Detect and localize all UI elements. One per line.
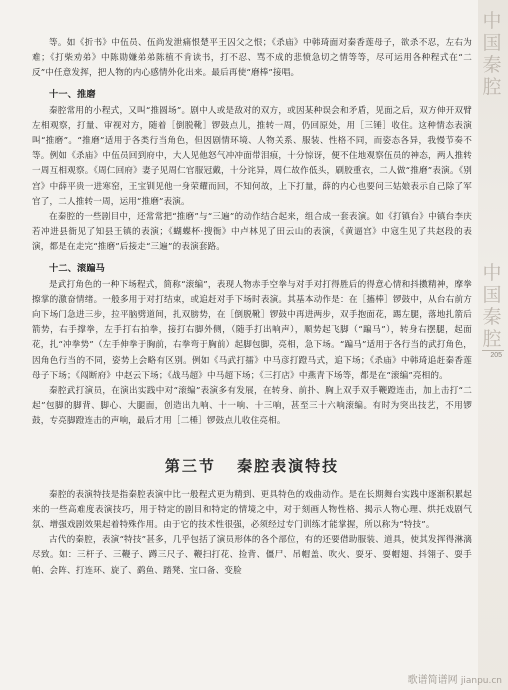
- section-heading: 十二、滚蹁马: [49, 262, 106, 274]
- watermark-site: jianpu.cn: [460, 676, 502, 686]
- paragraph: 秦腔常用的小程式，又叫“推圆场”。剧中人或是敌对的双方，或因某种误会和矛盾，见面之后，双方伸开双臂左相观察，打量、审视对方，随着［倒脱靴］锣鼓点儿，推转一周，仍回原处，用［三锤］收住。这种情态表演叫“推磨”。“推磨”适用于各类行当角色，但因剧情环境、人物关系、服装、性格不同，而姿态各异，我慢节奏不等。例如《杀庙》中伍员回到府中，大人见他怒气冲冲面带泪痕，十分惊讶，便不住地观察伍员的神态，两人推转一周互相观察。《周仁回府》妻子见周仁官服冠戴，十分诧异，周仁故作低头，刷胶重衣，二人做“推磨”表演。《别宫》中薛平贵一进寒窑，王宝钏见他一身荣耀而回，不知何故，上下打量，薛的内心也要问三姑娘表示自己除了军官了，二人推转一周，运用“推磨”表演。: [32, 105, 472, 207]
- paragraph: 是武打角色的一种下场程式，简称“滚编”，表现人物赤手空拳与对手对打得胜后的得意心情和抖擞精神，摩拳擦掌的激奋情绪。一般多用于对打结束，或追赶对手下场时表演。其基本动作是：在［搐棒］锣鼓中，从台右前方向下场门急进三步，拉平脑劈道间，扎双膀势，在［倒脱靴］锣鼓中再进两步，双手抱面花，踢左腿，落地扎箭后箭势，右手撑拳，左手打右拍拳，接打右脚外侧，（随手打出响声），顺势起飞脚（“蹁马”），转身右摆腿，起面花，扎“冲拳势”（左手伸拳于胸前，右拳弯于胸前）起脚包脚，亮相，急下场。“蹁马”适用于各行当的武打角色，因角色行当的不同，姿势上会略有区别。例如《马武打擂》中马彦打蹬马式，追下场；《杀庙》中韩琦追赶秦香莲母子下场；《闯断府》中赵云下场；《战马超》中马超下场；《三打店》中燕青下场等，都是在“滚编”亮相的。: [32, 279, 472, 381]
- page-body: [32, 36, 472, 579]
- side-title-top: 中 国 秦 腔: [482, 10, 502, 98]
- paragraph: 等。如《折书》中伍员、伍尚发泄痛恨楚平王囚父之恨；《杀庙》中韩琦面对秦香莲母子，欲杀不忍，左右为难；《打柴劝弟》中陈勋嫌弟弟陈植不肯读书，打不忍、骂不成的悲愤急切之情等等，尽可运用各种程式在“二反”中任意发挥，把人物的内心感情外化出来。最后再使“磨棒”接唱。: [32, 38, 472, 79]
- chapter-number: 第三节: [164, 456, 216, 475]
- divider: [482, 350, 504, 351]
- watermark-text: 歌谱简谱网: [407, 675, 458, 686]
- chapter-title: 秦腔表演特技: [237, 456, 340, 475]
- side-title-mid: 中 国 秦 腔: [482, 262, 502, 350]
- paragraph: 秦腔的表演特技是指秦腔表演中比一般程式更为精到、更具特色的戏曲动作。是在长期舞台实践中逐渐积累起来的一些高难度表演技巧，用于特定的剧目和特定的情境之中，对于刻画人物性格、揭示人物心理、烘托戏剧气氛、增强戏剧效果起着特殊作用。由于它的技术性很强，必须经过专门训练才能掌握，所以称为“特技”。: [32, 489, 472, 531]
- section-heading: 十一、推磨: [49, 88, 96, 100]
- chapter-heading: [32, 456, 472, 476]
- page-number: 205: [490, 352, 502, 359]
- watermark: [408, 671, 502, 686]
- side-band: [478, 0, 508, 690]
- paragraph: 秦腔武打演员，在演出实践中对“滚编”表演多有发展，在转身、前扑、胸上双手双手鞭蹬连击，加上击打“二起”包脚的脚背、脚心、大腿面，创造出九响、十一响、十三响，甚至三十六响滚编。有时为突出技艺，不用锣鼓，专亮脚蹬连击的声响，最后才用［二棰］锣鼓点儿收住亮相。: [32, 386, 472, 427]
- paragraph: 古代的秦腔，表演“特技”甚多，几乎包括了演员形体的各个部位，有的还要借助服装、道具，使其发挥得淋漓尽致。如：三杆子、三鞭子、蹲三尺子、鞭扫打花、捡背、僵尸、吊帽盖、吹火、耍牙、耍帽翅、抖翎子、耍手帕、会阵、打连环、旋了、鹞鱼、踏凳、宝口备、变脸: [32, 535, 472, 576]
- paragraph: 在秦腔的一些剧目中，还常常把“推磨”与“三遍”的动作结合起来，组合成一套表演。如《打镇台》中镇台李庆若冲进县衙见了知县王镇的表演；《蝴蝶杯·搜衙》中卢林见了田云山的表演，《黄逼宫》中寇生见了共赵段的表演，都是在走完“推磨”后接走“三遍”的表演套路。: [32, 212, 472, 253]
